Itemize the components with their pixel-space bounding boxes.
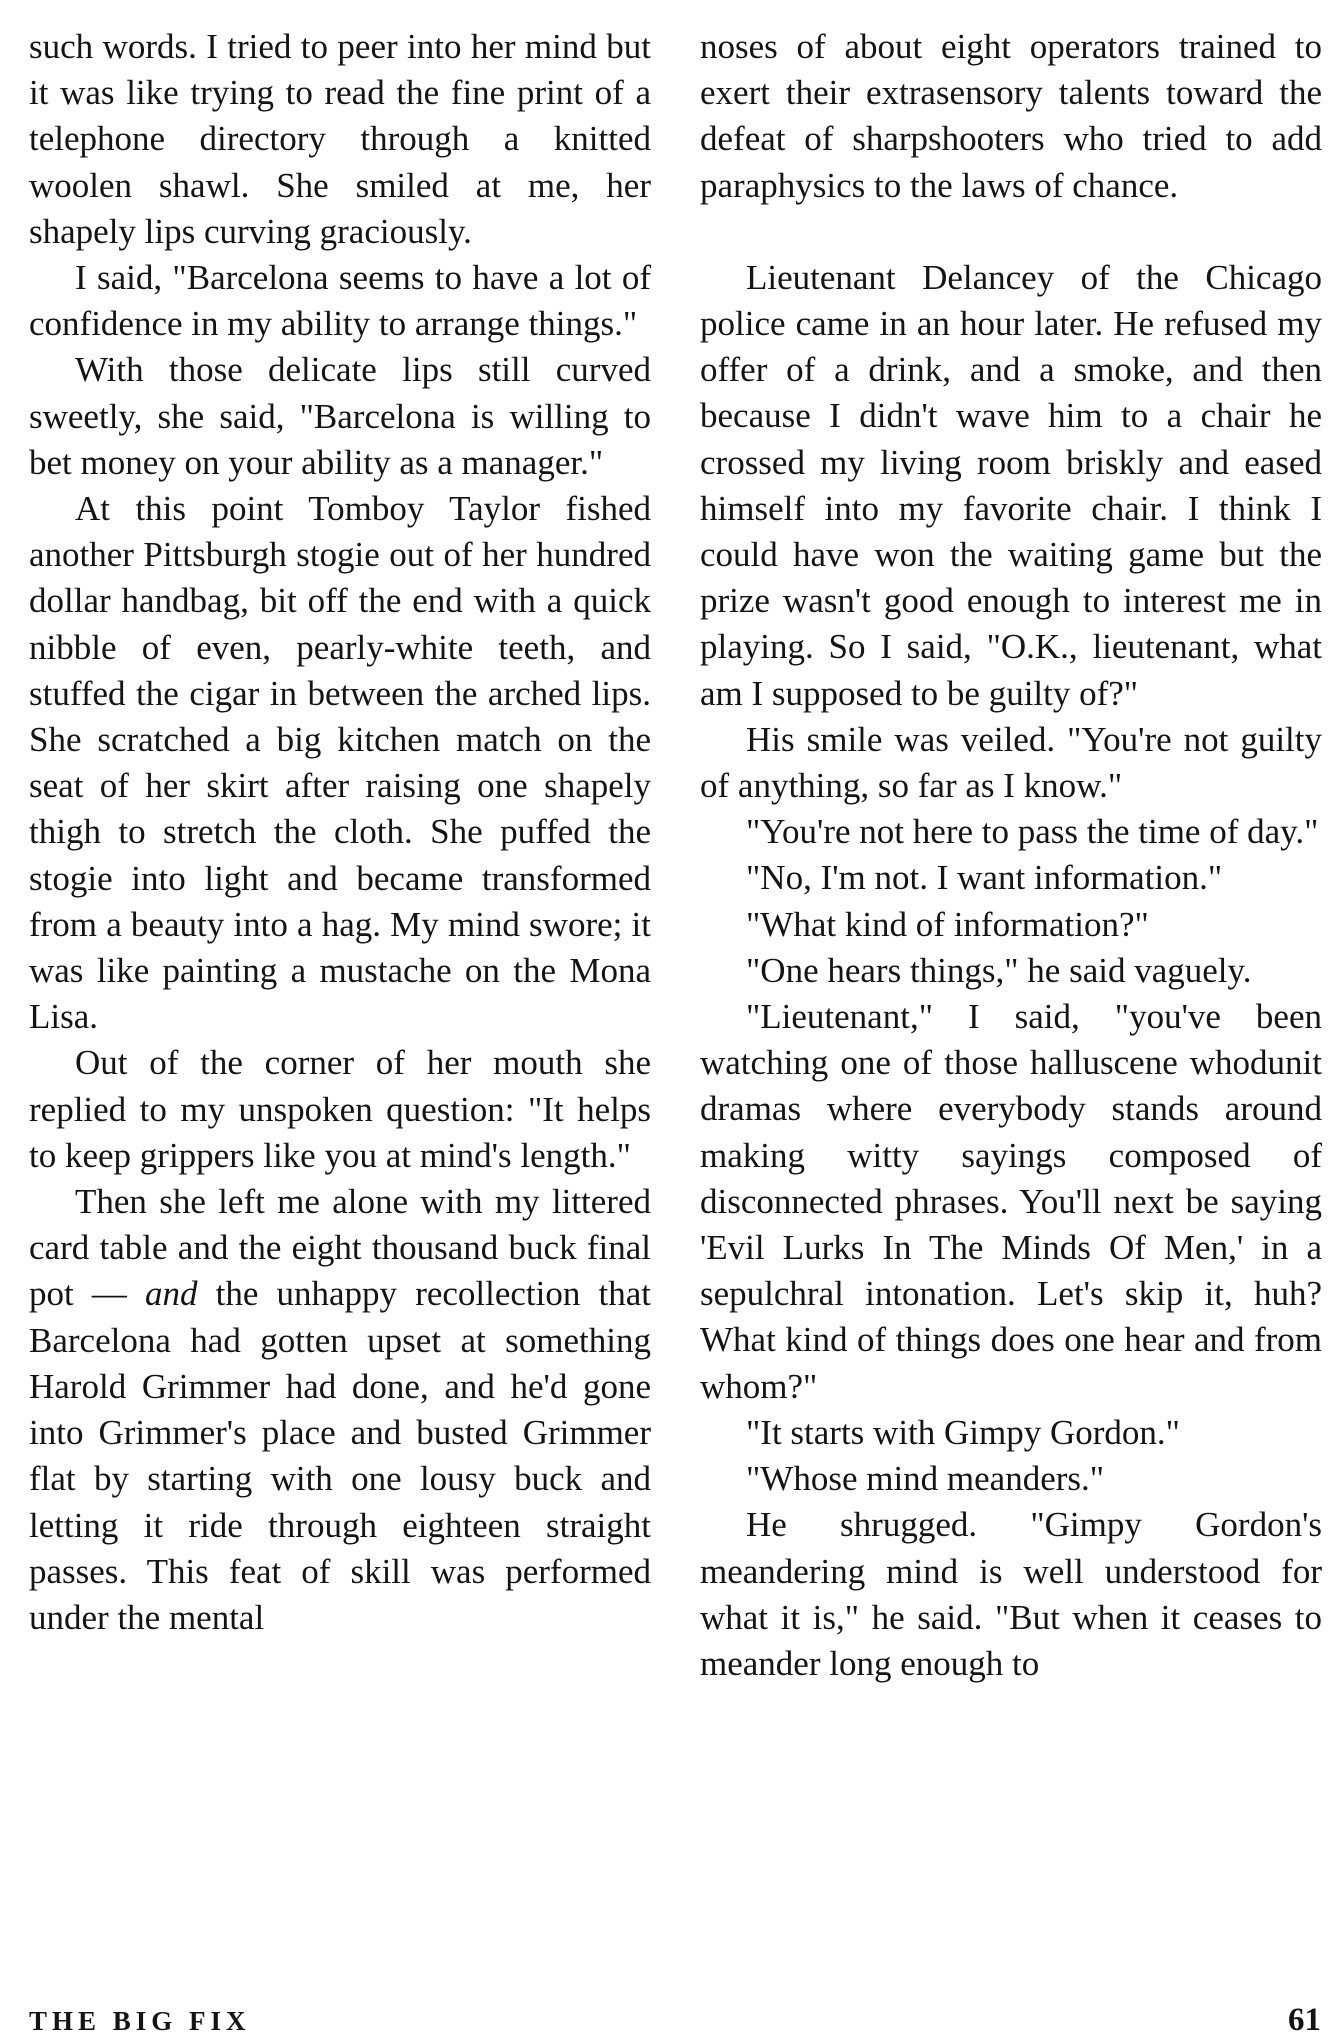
italic-emphasis: and	[145, 1274, 198, 1314]
paragraph: "It starts with Gimpy Gordon."	[746, 1412, 1180, 1452]
right-column	[700, 24, 1322, 1687]
paragraph: "What kind of information?"	[746, 904, 1149, 944]
running-title: THE BIG FIX	[29, 2006, 251, 2036]
paragraph: "One hears things," he said vaguely.	[746, 950, 1252, 990]
paragraph-text: Then she left me alone with my littered card table and the eight thousand buck final pot —	[29, 1182, 651, 1314]
paragraph: noses of about eight operators trained to exert their extrasensory talents toward the defeat of sharpshooters who tried to add paraphysics to the laws of chance.	[700, 27, 1322, 205]
paragraph: I said, "Barcelona seems to have a lot of confidence in my ability to arrange things."	[29, 258, 651, 344]
page-footer	[29, 2002, 1321, 2040]
page-number: 61	[1288, 2002, 1321, 2038]
paragraph: "Lieutenant," I said, "you've been watching one of those halluscene whodunit dramas where everybody stands around making witty sayings composed of disconnected phrases. You'll next be saying 'Evil Lurks In The Minds Of Men,' in a sepulchral intonation. Let's skip it, huh? What kind of things does one hear and from whom?"	[700, 997, 1322, 1406]
paragraph: He shrugged. "Gimpy Gordon's meandering mind is well understood for what it is," he said. "But when it ceases to meander long enough to	[700, 1505, 1322, 1683]
paragraph: His smile was veiled. "You're not guilty of anything, so far as I know."	[700, 719, 1322, 806]
paragraph: "No, I'm not. I want information."	[746, 858, 1223, 898]
paragraph	[29, 1179, 651, 1641]
paragraph-text: the unhappy recollection that Barcelona had gotten upset at something Harold Grimmer had done, and he'd gone into Grimmer's place and busted Grimmer flat by starting with one lousy buck and letting it ride through eighteen straight passes. This feat of skill was performed under the mental	[29, 1274, 651, 1637]
paragraph: Out of the corner of her mouth she replied to my unspoken question: "It helps to keep grippers like you at mind's length."	[29, 1043, 651, 1175]
paragraph: At this point Tomboy Taylor fished another Pittsburgh stogie out of her hundred dollar handbag, bit off the end with a quick nibble of even, pearly-white teeth, and stuffed the cigar in between the arched lips. She scratched a big kitchen match on the seat of her skirt after raising one shapely thigh to stretch the cloth. She puffed the stogie into light and became transformed from a beauty into a hag. My mind swore; it was like painting a mustache on the Mona Lisa.	[29, 489, 651, 1037]
paragraph: Lieutenant Delancey of the Chicago police came in an hour later. He refused my offer of a drink, and a smoke, and then because I didn't wave him to a chair he crossed my living room briskly and eased himself into my favorite chair. I think I could have won the waiting game but the prize wasn't good enough to interest me in playing. So I said, "O.K., lieutenant, what am I supposed to be guilty of?"	[700, 257, 1322, 713]
paragraph: "You're not here to pass the time of day."	[746, 812, 1319, 852]
paragraph: With those delicate lips still curved sweetly, she said, "Barcelona is willing to bet money on your ability as a manager."	[29, 350, 651, 482]
left-column	[29, 24, 651, 1641]
paragraph: "Whose mind meanders."	[746, 1459, 1105, 1499]
paragraph: such words. I tried to peer into her mind but it was like trying to read the fine print of a telephone directory through a knitted woolen shawl. She smiled at me, her shapely lips curving graciously.	[29, 27, 651, 251]
